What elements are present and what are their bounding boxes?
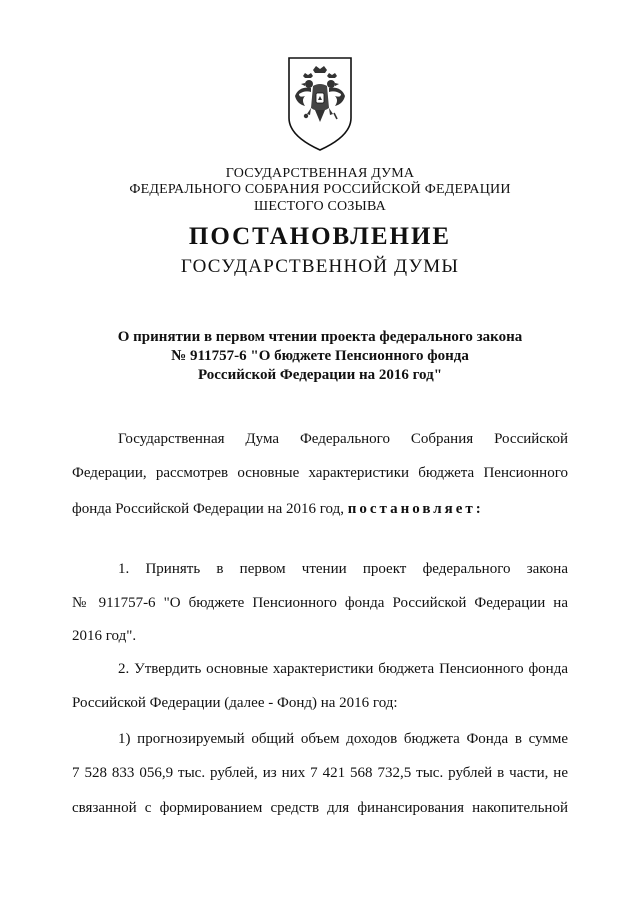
document-title: ПОСТАНОВЛЕНИЕ [188,223,452,250]
header-convocation: ШЕСТОГО СОЗЫВА [254,199,386,214]
subject-line-1: О принятии в первом чтении проекта федерального закона [117,329,523,345]
item2-line-2: Российской Федерации (далее - Фонд) на 2016 год: [72,695,398,711]
double-headed-eagle-icon [283,56,357,152]
subject-line-3: Российской Федерации на 2016 год" [197,367,443,383]
preamble-line-3 [72,500,484,518]
header-organization: ГОСУДАРСТВЕННАЯ ДУМА [225,166,415,181]
resolves-keyword: постановляет: [347,501,484,517]
subitem1-line-3: связанной с формированием средств для финансирования накопительной [72,800,568,816]
coat-of-arms-emblem [283,56,357,152]
item1-line-3: 2016 год". [72,628,137,644]
subitem1-line-2: 7 528 833 056,9 тыс. рублей, из них 7 421 568 732,5 тыс. рублей в части, не [72,765,568,781]
subject-line-2: № 911757-6 "О бюджете Пенсионного фонда [171,348,469,364]
item2-line-1: 2. Утвердить основные характеристики бюджета Пенсионного фонда [118,661,568,677]
header-federal-assembly: ФЕДЕРАЛЬНОГО СОБРАНИЯ РОССИЙСКОЙ ФЕДЕРАЦИИ [129,182,511,197]
preamble-line-2: Федерации, рассмотрев основные характеристики бюджета Пенсионного [72,465,568,481]
item1-line-2: № 911757-6 "О бюджете Пенсионного фонда Российской Федерации на [72,595,568,611]
preamble-line-1: Государственная Дума Федерального Собрания Российской [118,431,568,447]
item1-line-1: 1. Принять в первом чтении проект федерального закона [118,561,568,577]
preamble-line-3-text: фонда Российской Федерации на 2016 год, [72,501,344,517]
document-subtitle: ГОСУДАРСТВЕННОЙ ДУМЫ [180,256,460,277]
subitem1-line-1: 1) прогнозируемый общий объем доходов бюджета Фонда в сумме [118,731,568,747]
